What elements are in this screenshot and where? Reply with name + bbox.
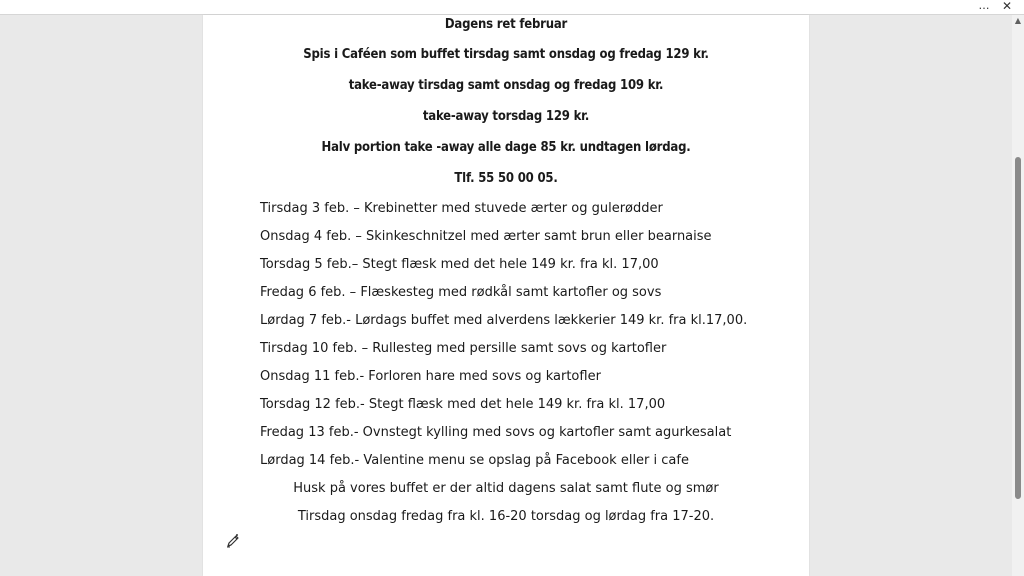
phone-line: Tlf. 55 50 00 05. <box>454 171 558 186</box>
scroll-up-arrow-icon[interactable]: ▲ <box>1014 16 1022 25</box>
menu-item: Onsdag 11 feb.- Forloren hare med sovs og kartofler <box>260 369 601 384</box>
vertical-scrollbar[interactable] <box>1012 15 1024 576</box>
close-icon[interactable]: ✕ <box>1001 0 1013 13</box>
document-page <box>203 15 809 576</box>
header-line: take-away tirsdag samt onsdag og fredag 109 kr. <box>348 78 664 93</box>
menu-item: Fredag 13 feb.- Ovnstegt kylling med sovs og kartofler samt agurkesalat <box>260 425 732 440</box>
menu-item: Lørdag 14 feb.- Valentine menu se opslag på Facebook eller i cafe <box>260 453 689 468</box>
footer-note: Husk på vores buffet er der altid dagens salat samt flute og smør <box>293 481 719 496</box>
header-line: take-away torsdag 129 kr. <box>422 109 590 124</box>
pen-icon[interactable] <box>225 533 241 549</box>
menu-item: Torsdag 12 feb.- Stegt flæsk med det hele 149 kr. fra kl. 17,00 <box>260 397 666 412</box>
menu-item: Lørdag 7 feb.- Lørdags buffet med alverdens lækkerier 149 kr. fra kl.17,00. <box>260 313 748 328</box>
opening-hours: Tirsdag onsdag fredag fra kl. 16-20 torsdag og lørdag fra 17-20. <box>297 509 715 524</box>
header-line: Halv portion take -away alle dage 85 kr. undtagen lørdag. <box>321 140 691 155</box>
document-title: Dagens ret februar <box>444 17 568 32</box>
more-options-icon[interactable]: … <box>978 0 990 12</box>
scrollbar-thumb[interactable] <box>1015 157 1021 499</box>
menu-item: Tirsdag 10 feb. – Rullesteg med persille samt sovs og kartofler <box>260 341 667 356</box>
window-titlebar <box>0 0 1024 15</box>
menu-item: Fredag 6 feb. – Flæskesteg med rødkål samt kartofler og sovs <box>260 285 662 300</box>
menu-item: Tirsdag 3 feb. – Krebinetter med stuvede ærter og gulerødder <box>260 201 663 216</box>
header-line: Spis i Caféen som buffet tirsdag samt onsdag og fredag 129 kr. <box>303 47 709 62</box>
menu-item: Onsdag 4 feb. – Skinkeschnitzel med ærter samt brun eller bearnaise <box>260 229 712 244</box>
menu-item: Torsdag 5 feb.– Stegt flæsk med det hele 149 kr. fra kl. 17,00 <box>260 257 659 272</box>
